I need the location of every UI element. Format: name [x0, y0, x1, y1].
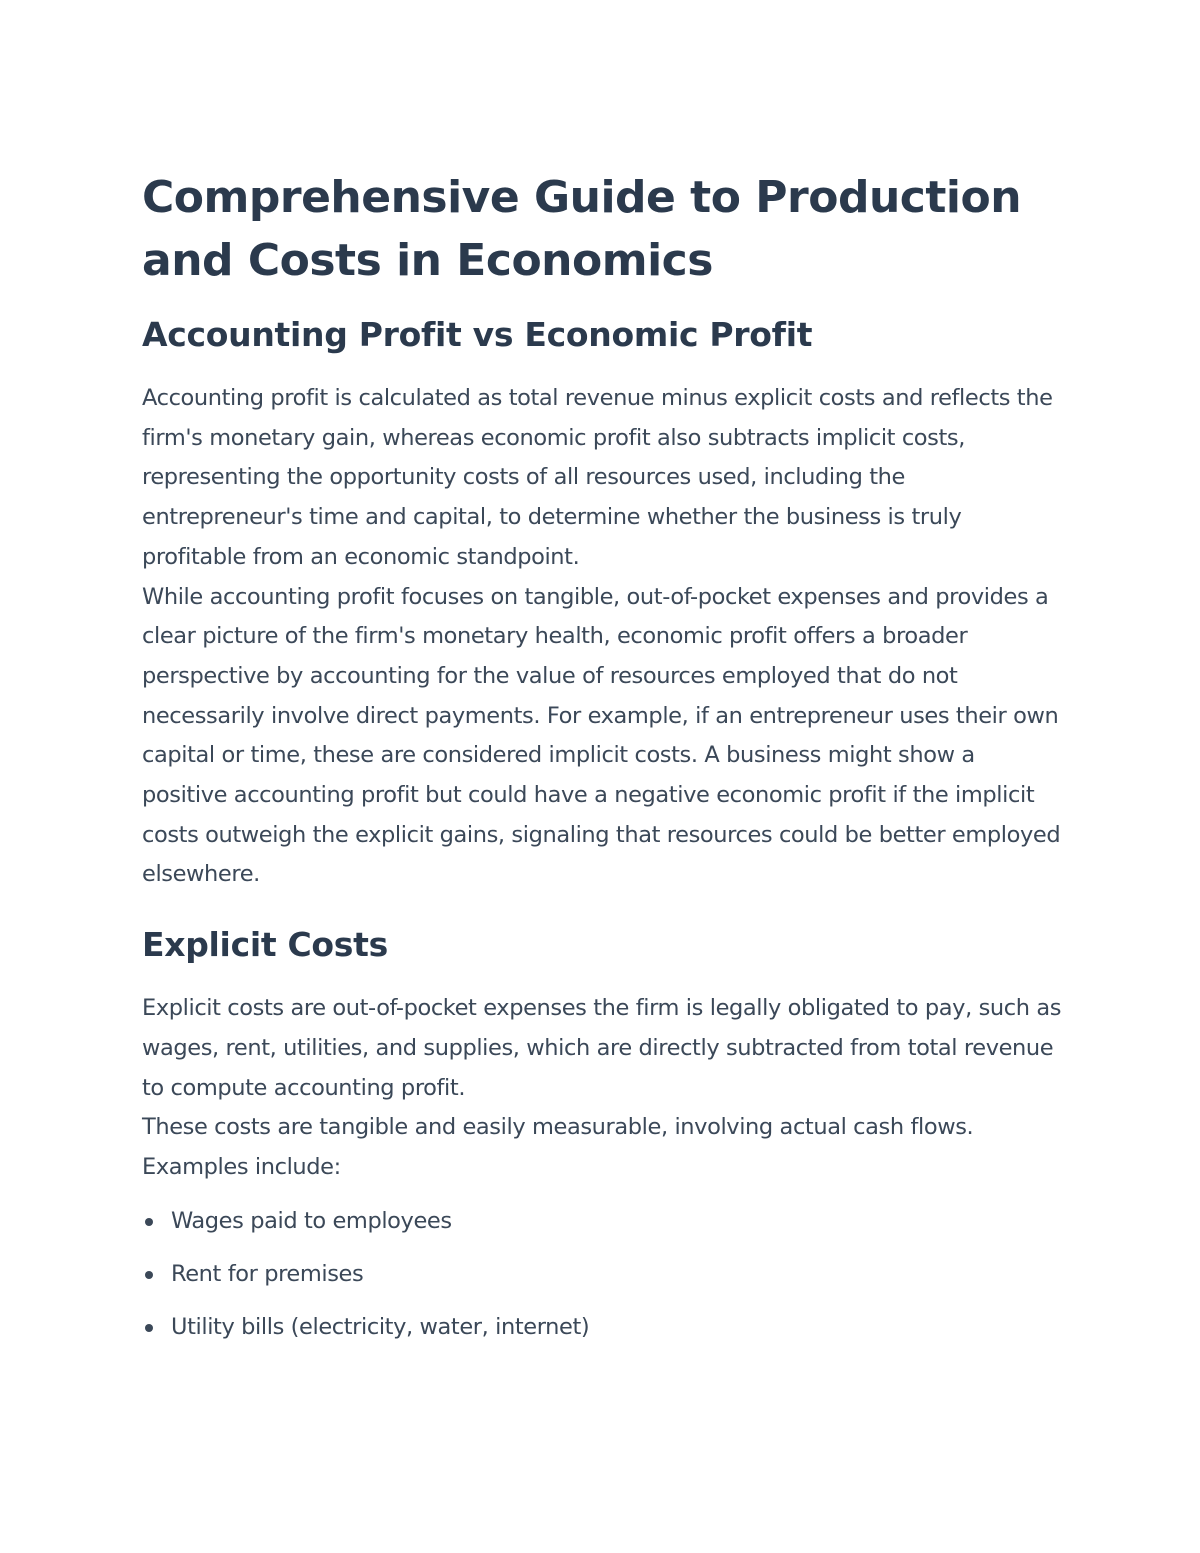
bullet-icon [145, 1271, 153, 1279]
section-body-explicit-costs [142, 989, 1062, 1188]
bullet-icon [145, 1324, 153, 1332]
section-heading-profit: Accounting Profit vs Economic Profit [142, 315, 813, 354]
document-page [142, 166, 1062, 1361]
section-heading-explicit-costs: Explicit Costs [142, 925, 388, 965]
section-body-profit [142, 379, 1062, 895]
list-item [142, 1308, 1062, 1347]
list-item [142, 1202, 1062, 1241]
list-item-text: Rent for premises [171, 1260, 364, 1287]
paragraph: These costs are tangible and easily measurable, involving actual cash flows. Examples include: [142, 1114, 974, 1180]
list-item-text: Utility bills (electricity, water, internet) [171, 1313, 590, 1340]
explicit-costs-list [142, 1202, 1062, 1347]
paragraph: While accounting profit focuses on tangible, out-of-pocket expenses and provides a clear picture of the firm's monetary health, economic profit offers a broader perspective by accounting for the value of resources employed that do not necessarily involve direct payments. For example, if an entrepreneur uses their own capital or time, these are considered implicit costs. A business might show a positive accounting profit but could have a negative economic profit if the implicit costs outweigh the explicit gains, signaling that resources could be better employed elsewhere. [142, 583, 1061, 888]
list-item-text: Wages paid to employees [171, 1207, 452, 1234]
document-title: Comprehensive Guide to Production and Costs in Economics [142, 172, 1022, 286]
paragraph: Explicit costs are out-of-pocket expenses the firm is legally obligated to pay, such as wages, rent, utilities, and supplies, which are directly subtracted from total revenue to compute accounting profit. [142, 995, 1062, 1101]
paragraph: Accounting profit is calculated as total revenue minus explicit costs and reflects the firm's monetary gain, whereas economic profit also subtracts implicit costs, representing the opportunity costs of all resources used, including the entrepreneur's time and capital, to determine whether the business is truly profitable from an economic standpoint. [142, 385, 1053, 570]
list-item [142, 1255, 1062, 1294]
bullet-icon [145, 1218, 153, 1226]
